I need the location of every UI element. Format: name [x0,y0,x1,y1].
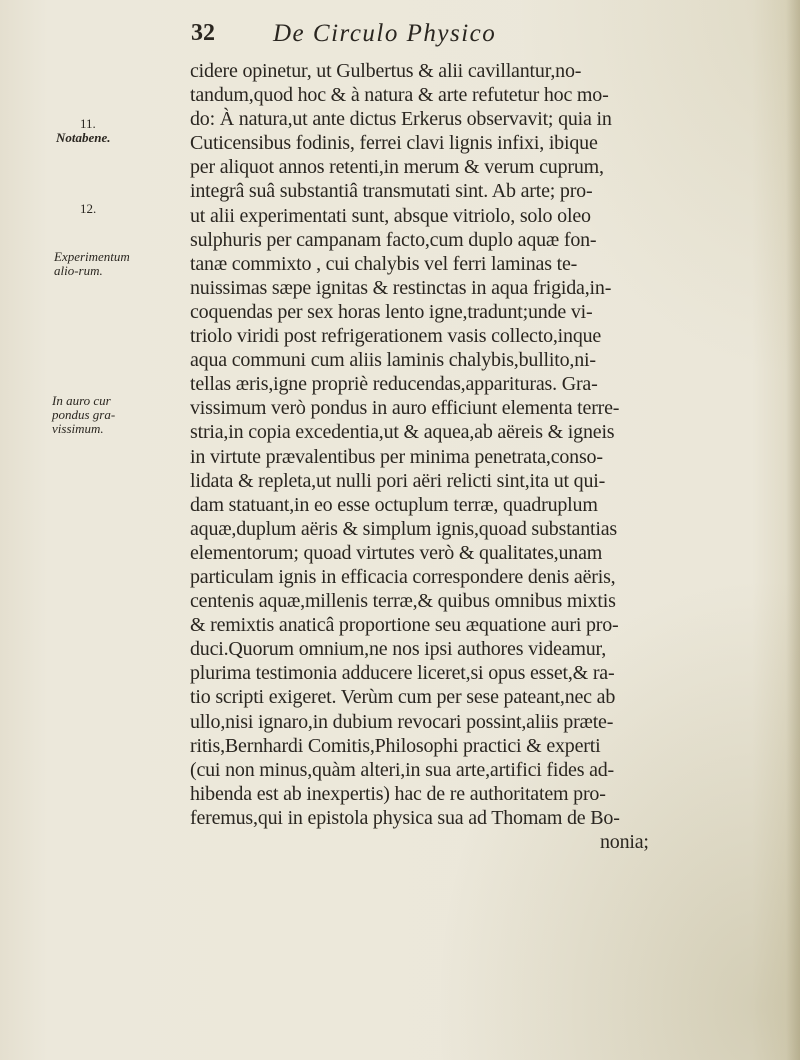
text-line: stria,in copia excedentia,ut & aquea,ab aëreis & igneis [190,421,615,444]
running-title: De Circulo Physico [273,20,497,47]
text-line: per aliquot annos retenti,in merum & verum cuprum, [190,156,604,179]
text-line: aquæ,duplum aëris & simplum ignis,quoad substantias [190,517,617,540]
text-line: aqua communi cum aliis laminis chalybis,bullito,ni- [190,349,596,372]
text-line: duci.Quorum omnium,ne nos ipsi authores videamur, [190,638,607,661]
margin-notes [0,0,190,1060]
margin-number-12: 12. [80,201,97,216]
text-line: in virtute prævalentibus per minima penetrata,conso- [190,445,603,468]
page-header [191,20,631,56]
margin-note-notabene: Notabene. [56,130,111,145]
text-line: tio scripti exigeret. Verùm cum per sese pateant,nec ab [190,686,616,709]
text-line: tandum,quod hoc & à natura & arte refutetur hoc mo- [190,84,609,107]
text-line: nonia; [600,831,649,853]
text-line: triolo viridi post refrigerationem vasis collecto,inque [190,325,602,348]
text-line: do: À natura,ut ante dictus Erkerus observavit; quia in [190,108,612,131]
text-line: feremus,qui in epistola physica sua ad Thomam de Bo- [190,806,620,829]
text-line: ullo,nisi ignaro,in dubium revocari possint,aliis præte- [190,710,614,733]
text-line: nuissimas sæpe ignitas & restinctas in aqua frigida,in- [190,276,612,299]
text-line: lidata & repleta,ut nulli pori aëri relicti sint,ita ut qui- [190,469,606,492]
body-text [190,59,665,854]
text-line: vissimum verò pondus in auro efficiunt elementa terre- [190,397,620,420]
margin-note-in-auro: In auro cur pondus gra-vissimum. [52,393,116,436]
text-line: ritis,Bernhardi Comitis,Philosophi practici & experti [190,734,601,757]
text-line: dam statuant,in eo esse octuplum terræ, quadruplum [190,493,598,516]
text-line: tanæ commixto , cui chalybis vel ferri laminas te- [190,252,578,275]
text-line: coquendas per sex horas lento igne,tradunt;unde vi- [190,300,593,323]
text-line: integrâ suâ substantiâ transmutati sint. Ab arte; pro- [190,180,593,203]
text-line: sulphuris per campanam facto,cum duplo aquæ fon- [190,228,597,251]
margin-note-experimentum: Experimentum alio-rum. [54,249,130,278]
text-line: tellas æris,igne propriè reducendas,apparituras. Gra- [190,373,598,396]
text-line: centenis aquæ,millenis terræ,& quibus omnibus mixtis [190,590,616,613]
text-line: & remixtis anaticâ proportione seu æquatione auri pro- [190,614,619,637]
text-line: ut alii experimentati sunt, absque vitriolo, solo oleo [190,204,591,227]
page-edge-shadow [786,0,800,1060]
text-line: Cuticensibus fodinis, ferrei clavi lignis infixi, ibique [190,132,598,155]
text-line: cidere opinetur, ut Gulbertus & alii cavillantur,no- [190,60,582,82]
text-line: particulam ignis in efficacia correspondere denis aëris, [190,565,616,588]
text-line: (cui non minus,quàm alteri,in sua arte,artifici fides ad- [190,758,615,781]
text-line: hibenda est ab inexpertis) hac de re authoritatem pro- [190,782,606,805]
text-line: plurima testimonia adducere liceret,si opus esset,& ra- [190,662,615,685]
margin-number-11: 11. [80,116,96,131]
page-number: 32 [191,20,215,46]
text-line: elementorum; quoad virtutes verò & qualitates,unam [190,541,603,564]
